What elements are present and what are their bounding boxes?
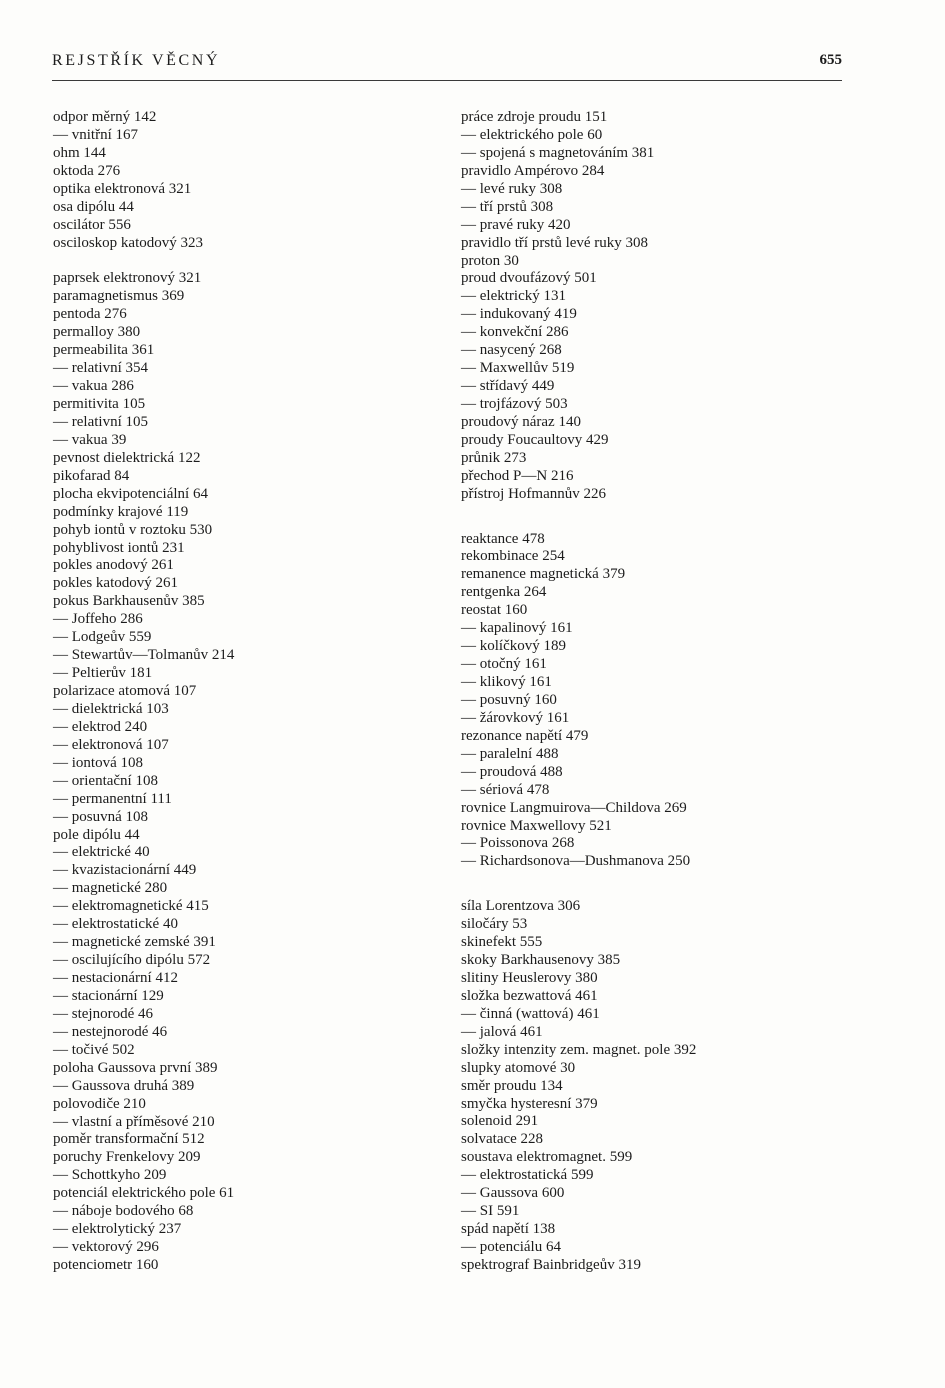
index-entry: pole dipólu 44 [53, 826, 140, 843]
page-header [52, 52, 842, 76]
index-entry: — vnitřní 167 [53, 126, 138, 143]
index-entry: — sériová 478 [461, 781, 550, 798]
index-entry: oktoda 276 [53, 162, 121, 179]
index-entry: smyčka hysteresní 379 [461, 1095, 598, 1112]
index-entry: — magnetické zemské 391 [53, 934, 216, 951]
index-entry: — iontová 108 [53, 754, 143, 771]
index-entry: pokles anodový 261 [53, 557, 174, 574]
index-entry: — elektrostatické 40 [53, 916, 178, 933]
index-entry: spektrograf Bainbridgeův 319 [461, 1256, 641, 1273]
index-entry: potenciál elektrického pole 61 [53, 1185, 235, 1202]
index-entry: — nasycený 268 [461, 342, 562, 359]
index-entry: — posuvná 108 [53, 808, 148, 825]
index-entry: slitiny Heuslerovy 380 [461, 969, 598, 986]
index-entry: — vlastní a příměsové 210 [53, 1113, 215, 1130]
index-entry: — vektorový 296 [53, 1239, 159, 1256]
index-entry: osa dipólu 44 [53, 198, 134, 215]
index-entry: proton 30 [461, 252, 519, 269]
page-number: 655 [819, 52, 842, 68]
index-entry: — Peltierův 181 [53, 665, 153, 682]
index-entry: — otočný 161 [461, 656, 547, 673]
index-entry: — Schottkyho 209 [53, 1167, 167, 1184]
index-entry: přístroj Hofmannův 226 [461, 485, 606, 502]
index-entry: — nestacionární 412 [53, 970, 178, 986]
index-entry: proudy Foucaultovy 429 [461, 431, 609, 448]
index-entry: — žárovkový 161 [461, 709, 570, 726]
index-entry: — elektrického pole 60 [461, 126, 603, 143]
index-entry: — indukovaný 419 [461, 306, 577, 323]
index-entry: — potenciálu 64 [461, 1239, 561, 1256]
index-entry: paramagnetismus 369 [53, 288, 185, 305]
index-entry: plocha ekvipotenciální 64 [53, 485, 208, 502]
index-entry: — Stewartův—Tolmanův 214 [53, 647, 235, 664]
index-column-right [461, 109, 841, 1275]
index-entry: pokus Barkhausenův 385 [53, 593, 205, 610]
index-entry: — oscilujícího dipólu 572 [53, 952, 211, 969]
running-title: REJSTŘÍK VĚCNÝ [52, 52, 221, 69]
index-entry: — relativní 354 [53, 360, 148, 377]
index-entry: pohyblivost iontů 231 [53, 539, 185, 556]
index-entry: — kapalinový 161 [461, 620, 573, 637]
index-entry: — elektrolytický 237 [53, 1221, 182, 1238]
index-entry: ohm 144 [53, 144, 106, 161]
index-entry: práce zdroje proudu 151 [461, 109, 608, 125]
index-entry: — magnetické 280 [53, 880, 168, 897]
index-entry: polovodiče 210 [53, 1095, 146, 1112]
index-entry: pevnost dielektrická 122 [53, 449, 201, 466]
index-entry: — konvekční 286 [461, 324, 569, 341]
index-entry: — levé ruky 308 [461, 180, 563, 197]
index-entry: pikofarad 84 [53, 467, 130, 484]
index-entry: — Richardsonova—Dushmanova 250 [461, 853, 691, 870]
index-entry: — Maxwellův 519 [461, 360, 575, 377]
index-entry: rentgenka 264 [461, 584, 547, 601]
index-entry: — vakua 39 [53, 431, 127, 448]
index-entry: směr proudu 134 [461, 1077, 563, 1094]
index-entry: solenoid 291 [461, 1113, 539, 1130]
header-rule [52, 80, 842, 81]
index-entry: reostat 160 [461, 602, 528, 619]
index-entry: — trojfázový 503 [461, 396, 568, 412]
index-entry: — elektrický 131 [461, 288, 566, 305]
index-entry: — SI 591 [461, 1203, 520, 1220]
index-entry: reaktance 478 [461, 530, 545, 547]
index-entry: — pravé ruky 420 [461, 216, 571, 233]
index-entry: — jalová 461 [461, 1023, 543, 1040]
index-entry: — střídavý 449 [461, 378, 555, 395]
index-entry: — elektrostatická 599 [461, 1167, 594, 1184]
index-entry: — nestejnorodé 46 [53, 1023, 168, 1040]
index-entry: — dielektrická 103 [53, 700, 169, 717]
index-entry: — tří prstů 308 [461, 198, 554, 215]
index-entry: permalloy 380 [53, 324, 141, 341]
index-entry: solvatace 228 [461, 1131, 544, 1148]
index-entry: — činná (wattová) 461 [461, 1005, 600, 1022]
index-entry: rovnice Maxwellovy 521 [461, 817, 612, 834]
section-gap [53, 253, 433, 271]
index-entry: složka bezwattová 461 [461, 987, 598, 1004]
index-entry: — posuvný 160 [461, 691, 557, 708]
index-entry: oscilátor 556 [53, 216, 131, 233]
index-entry: — orientační 108 [53, 772, 158, 789]
index-entry: skinefekt 555 [461, 934, 543, 951]
index-entry: osciloskop katodový 323 [53, 234, 203, 251]
index-entry: — vakua 286 [53, 378, 134, 395]
index-entry: spád napětí 138 [461, 1221, 556, 1238]
index-entry: poruchy Frenkelovy 209 [53, 1149, 201, 1166]
index-entry: — točivé 502 [53, 1041, 135, 1058]
index-entry: pokles katodový 261 [53, 575, 178, 592]
index-entry: — proudová 488 [461, 763, 563, 780]
index-entry: — stejnorodé 46 [53, 1005, 153, 1022]
index-entry: průnik 273 [461, 449, 527, 466]
index-entry: — kolíčkový 189 [461, 638, 566, 655]
section-gap [461, 504, 841, 531]
index-entry: podmínky krajové 119 [53, 503, 189, 520]
index-entry: odpor měrný 142 [53, 109, 157, 125]
index-entry: — spojená s magnetováním 381 [461, 144, 655, 161]
index-entry: soustava elektromagnet. 599 [461, 1149, 633, 1166]
index-entry: permeabilita 361 [53, 342, 155, 359]
index-entry: pohyb iontů v roztoku 530 [53, 521, 213, 538]
index-entry: skoky Barkhausenovy 385 [461, 952, 621, 969]
index-entry: poměr transformační 512 [53, 1131, 205, 1148]
index-entry: — permanentní 111 [53, 790, 172, 807]
index-entry: — klikový 161 [461, 674, 552, 691]
index-entry: — elektromagnetické 415 [53, 898, 209, 915]
index-entry: rezonance napětí 479 [461, 727, 589, 744]
index-entry: poloha Gaussova první 389 [53, 1059, 218, 1076]
index-entry: proud dvoufázový 501 [461, 270, 597, 287]
index-entry: rekombinace 254 [461, 548, 565, 565]
index-entry: síla Lorentzova 306 [461, 898, 581, 915]
index-entry: potenciometr 160 [53, 1257, 159, 1273]
index-entry: rovnice Langmuirova—Childova 269 [461, 799, 687, 816]
index-entry: — elektronová 107 [53, 736, 169, 753]
index-entry: složky intenzity zem. magnet. pole 392 [461, 1041, 697, 1058]
index-entry: pentoda 276 [53, 306, 127, 323]
index-entry: polarizace atomová 107 [53, 683, 197, 699]
index-entry: proudový náraz 140 [461, 413, 581, 430]
index-entry: — Lodgeův 559 [53, 629, 152, 646]
index-entry: pravidlo Ampérovo 284 [461, 162, 605, 179]
index-entry: — Joffeho 286 [53, 611, 143, 628]
index-entry: — Poissonova 268 [461, 835, 575, 852]
index-entry: — paralelní 488 [461, 745, 559, 762]
index-entry: permitivita 105 [53, 396, 146, 412]
section-gap [461, 871, 841, 898]
index-entry: — Gaussova druhá 389 [53, 1077, 195, 1094]
index-entry: — stacionární 129 [53, 987, 164, 1004]
index-entry: — kvazistacionární 449 [53, 862, 197, 879]
index-entry: — Gaussova 600 [461, 1185, 565, 1202]
index-entry: slupky atomové 30 [461, 1059, 576, 1076]
index-entry: siločáry 53 [461, 916, 528, 933]
index-column-left [53, 109, 433, 1275]
index-entry: — relativní 105 [53, 413, 148, 430]
index-entry: přechod P—N 216 [461, 467, 574, 484]
index-entry: — náboje bodového 68 [53, 1203, 194, 1220]
index-entry: remanence magnetická 379 [461, 566, 626, 583]
index-entry: paprsek elektronový 321 [53, 270, 202, 287]
index-entry: optika elektronová 321 [53, 180, 192, 197]
index-entry: — elektrické 40 [53, 844, 150, 861]
index-entry: — elektrod 240 [53, 718, 148, 735]
index-entry: pravidlo tří prstů levé ruky 308 [461, 234, 649, 251]
